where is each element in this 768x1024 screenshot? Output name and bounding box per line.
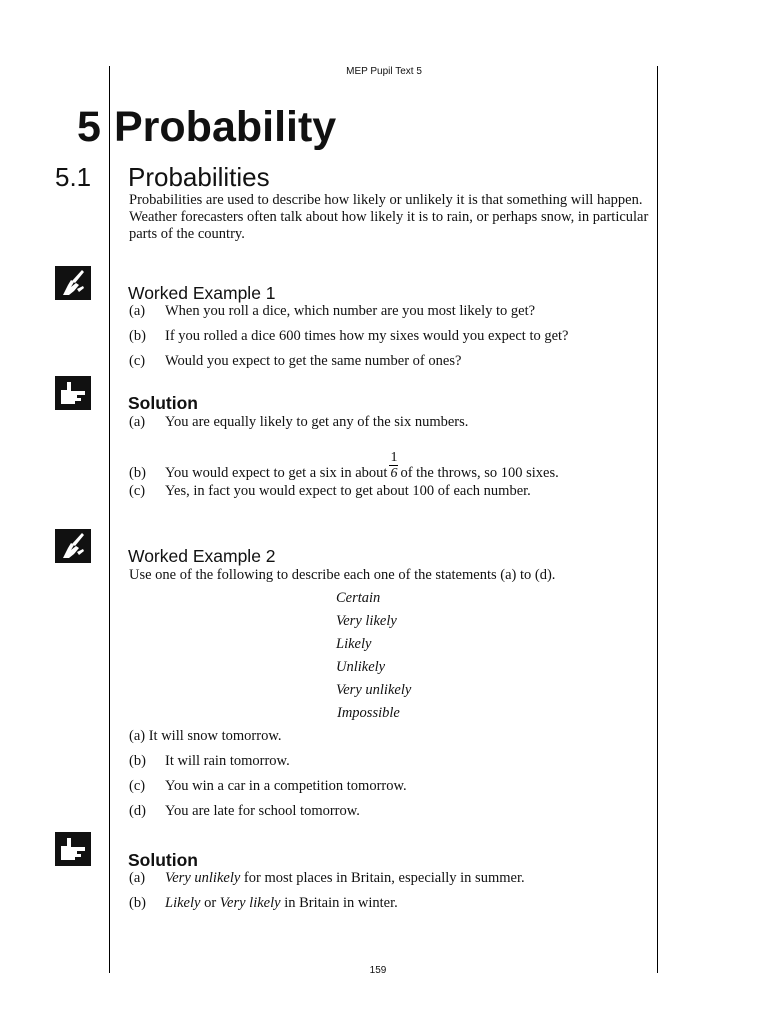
item-text: It will rain tomorrow. bbox=[165, 753, 290, 769]
example2-statement-d bbox=[129, 803, 360, 820]
item-label: (b) bbox=[129, 753, 146, 769]
item-text: You are late for school tomorrow. bbox=[165, 803, 360, 819]
page-number: 159 bbox=[369, 965, 387, 976]
worked-example-2-heading: Worked Example 2 bbox=[128, 546, 276, 566]
item-text: Would you expect to get the same number of ones? bbox=[165, 353, 462, 369]
section-intro: Probabilities are used to describe how likely or unlikely it is that something will happen. Weather forecasters often talk about how likely it is to rain, or perhaps snow, in particular parts of the country. bbox=[129, 192, 649, 242]
solution2-item-b bbox=[129, 895, 398, 912]
running-header: MEP Pupil Text 5 bbox=[346, 66, 422, 77]
item-label: (b) bbox=[129, 464, 146, 481]
word-option: Very unlikely bbox=[336, 682, 412, 698]
solution1-item-a bbox=[129, 414, 468, 431]
example2-statement-b bbox=[129, 753, 290, 770]
answer-emphasis: Very likely bbox=[219, 895, 281, 911]
word-option: Likely bbox=[336, 636, 372, 652]
item-text: You win a car in a competition tomorrow. bbox=[165, 778, 407, 794]
example1-item-c bbox=[129, 353, 461, 370]
solution-2-heading: Solution bbox=[128, 850, 198, 870]
item-label: (a) bbox=[129, 414, 146, 430]
left-margin-rule bbox=[109, 66, 110, 973]
chapter-title: Probability bbox=[114, 103, 337, 151]
section-number: 5.1 bbox=[55, 162, 92, 192]
fraction-numerator: 1 bbox=[390, 450, 398, 465]
item-label: (b) bbox=[129, 328, 146, 344]
answer-emphasis: Very unlikely bbox=[165, 870, 241, 886]
answer-emphasis: Likely bbox=[165, 895, 201, 911]
worked-example-1-heading: Worked Example 1 bbox=[128, 283, 276, 303]
pointing-hand-icon bbox=[55, 832, 91, 866]
right-margin-rule bbox=[657, 66, 658, 973]
word-option: Certain bbox=[336, 590, 381, 606]
fraction-denominator: 6 bbox=[390, 466, 398, 481]
item-text: You are equally likely to get any of the six numbers. bbox=[165, 414, 469, 430]
item-text-after: of the throws, so 100 sixes. bbox=[400, 464, 559, 481]
item-text: in Britain in winter. bbox=[284, 895, 398, 911]
item-text: Yes, in fact you would expect to get about 100 of each number. bbox=[165, 483, 531, 499]
item-label: (c) bbox=[129, 353, 146, 369]
example1-item-a bbox=[129, 303, 535, 320]
item-label: (c) bbox=[129, 778, 146, 794]
pointing-hand-icon bbox=[55, 376, 91, 410]
item-label: (a) bbox=[129, 870, 146, 886]
item-label: (b) bbox=[129, 895, 146, 911]
item-label: (d) bbox=[129, 803, 146, 819]
item-text-before: You would expect to get a six in about bbox=[165, 464, 388, 481]
section-title: Probabilities bbox=[128, 162, 270, 192]
connector-text: or bbox=[204, 895, 217, 911]
example1-item-b bbox=[129, 328, 569, 345]
solution1-item-c bbox=[129, 483, 531, 500]
item-text: It will snow tomorrow. bbox=[148, 728, 282, 744]
solution2-item-a bbox=[129, 870, 525, 887]
writing-hand-icon bbox=[55, 266, 91, 300]
example2-instruction: Use one of the following to describe each one of the statements (a) to (d). bbox=[129, 567, 556, 583]
word-option: Very likely bbox=[336, 613, 397, 629]
fraction-one-sixth bbox=[389, 450, 398, 481]
writing-hand-icon bbox=[55, 529, 91, 563]
item-label: (c) bbox=[129, 483, 146, 499]
example2-statement-a bbox=[129, 728, 282, 745]
solution-1-heading: Solution bbox=[128, 393, 198, 413]
item-label: (a) bbox=[129, 728, 146, 744]
item-text: When you roll a dice, which number are you most likely to get? bbox=[165, 303, 536, 319]
item-text: If you rolled a dice 600 times how my sixes would you expect to get? bbox=[165, 328, 569, 344]
word-option: Unlikely bbox=[336, 659, 386, 675]
item-label: (a) bbox=[129, 303, 146, 319]
chapter-number: 5 bbox=[77, 103, 101, 151]
item-text: for most places in Britain, especially in summer. bbox=[243, 870, 525, 886]
example2-statement-c bbox=[129, 778, 407, 795]
word-option: Impossible bbox=[337, 705, 400, 721]
